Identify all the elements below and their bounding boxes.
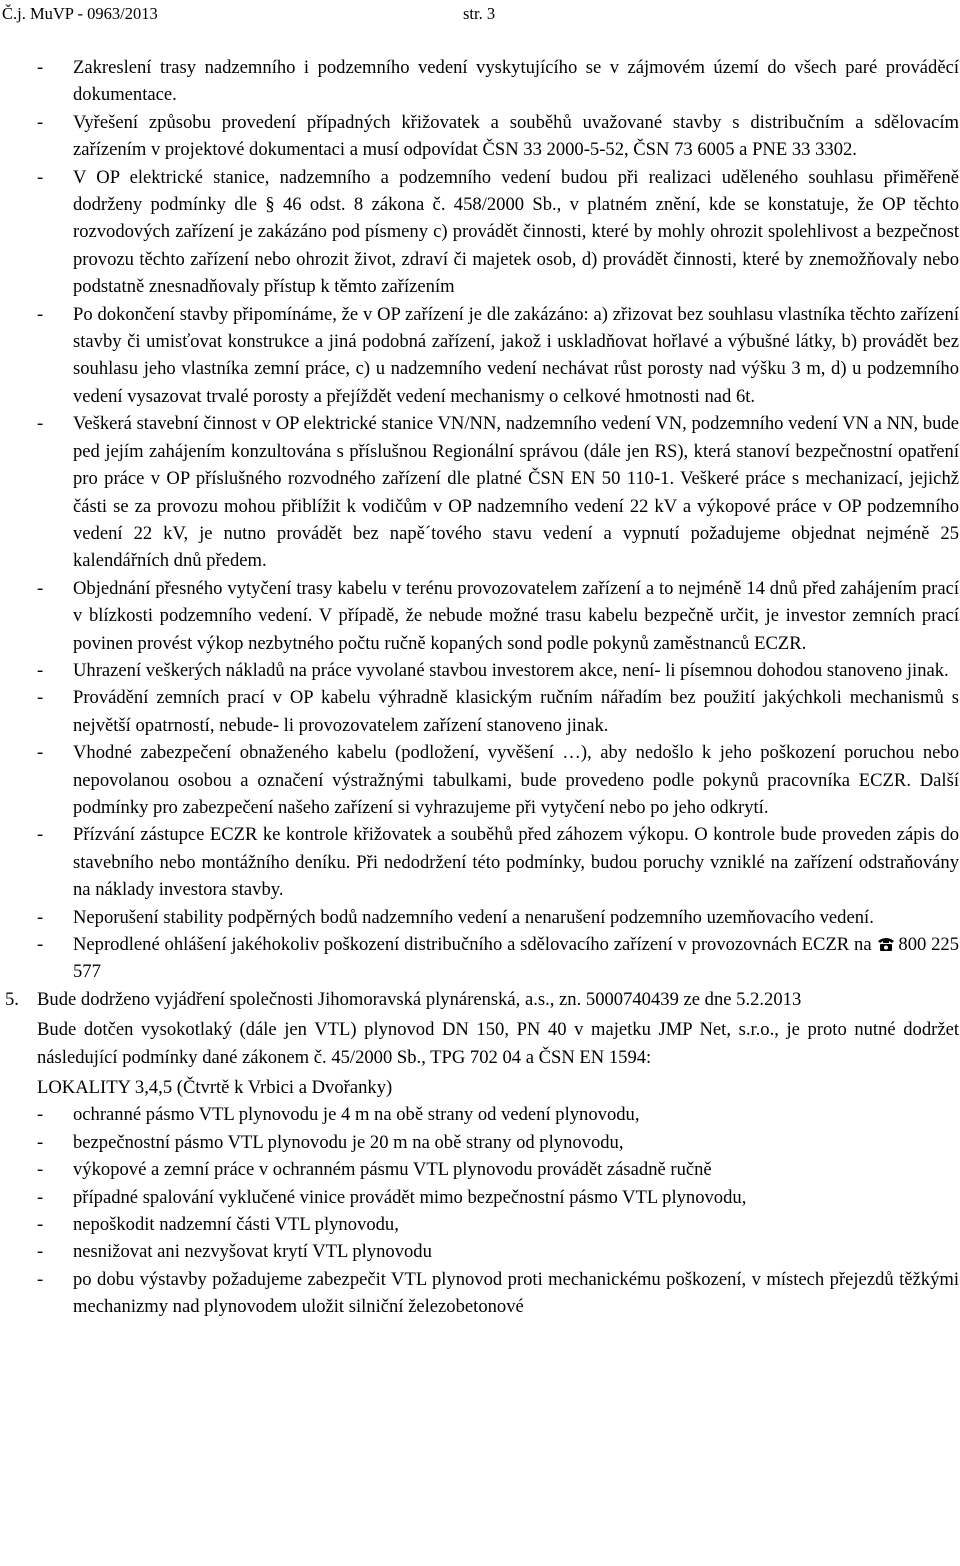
list-item-text: V OP elektrické stanice, nadzemního a podzemního vedení budou při realizaci uděleného souhlasu přiměřeně dodrženy podmínky dle § 46 odst. 8 zákona č. 458/2000 Sb., v platném znění, kde se konstatuje, že OP těchto rozvodových zařízení je zakázáno pod písmeny c) provádět činnosti, které by mohly ohrozit spolehlivost a bezpečnost provozu těchto zařízení nebo ohrozit život, zdraví či majetek osob, d) provádět činnosti, které by znemožňovaly nebo podstatně znesnadňovaly přístup k těmto zařízením xyxy=(73,166,959,298)
list-item-text: bezpečnostní pásmo VTL plynovodu je 20 m na obě strany od plynovodu, xyxy=(73,1131,624,1153)
list-item: - Přízvání zástupce ECZR ke kontrole křižovatek a souběhů před záhozem výkopu. O kontrole bude proveden zápis do stavebního nebo montážního deníku. Při nedodržení této podmínky, budou poruchy vzniklé na zařízení odstraňovány na náklady investora stavby. xyxy=(37,824,959,901)
list-item: - V OP elektrické stanice, nadzemního a podzemního vedení budou při realizaci uděleného souhlasu přiměřeně dodrženy podmínky dle § 46 odst. 8 zákona č. 458/2000 Sb., v platném znění, kde se konstatuje, že OP těchto rozvodových zařízení je zakázáno pod písmeny c) provádět činnosti, které by mohly ohrozit spolehlivost a bezpečnost provozu těchto zařízení nebo ohrozit život, zdraví či majetek osob, d) provádět činnosti, které by znemožňovaly nebo podstatně znesnadňovaly přístup k těmto zařízením xyxy=(37,166,959,298)
list-item-text: Uhrazení veškerých nákladů na práce vyvolané stavbou investorem akce, není- li písemnou dohodou stanoveno jinak. xyxy=(73,659,949,681)
list-item: - případné spalování vyklučené vinice provádět mimo bezpečnostní pásmo VTL plynovodu, xyxy=(37,1186,747,1208)
list-item-text: nepoškodit nadzemní části VTL plynovodu, xyxy=(73,1214,399,1236)
list-item-text: Přízvání zástupce ECZR ke kontrole křižovatek a souběhů před záhozem výkopu. O kontrole bude proveden zápis do stavebního nebo montážního deníku. Při nedodržení této podmínky, budou poruchy vzniklé na zařízení odstraňovány na náklady investora stavby. xyxy=(73,824,959,901)
phone-number: 800 225 577 xyxy=(73,934,960,983)
list-item-text: Po dokončení stavby připomínáme, že v OP zařízení je dle zakázáno: a) zřizovat bez souhlasu vlastníka těchto zařízení stavby či umisťovat konstrukce a jiná podobná zařízení, jakož i uskladňovat hořlavé a výbušné látky, b) provádět bez souhlasu jeho vlastníka zemní práce, c) u nadzemního vedení nechávat růst porosty nad výšku 3 m, d) u podzemního vedení vysazovat trvalé porosty a přejíždět vedení mechanismy o celkové hmotnosti nad 6t. xyxy=(73,303,959,407)
list-item: - Vyřešení způsobu provedení případných křižovatek a souběhů uvažované stavby s distribučním a sdělovacím zařízením v projektové dokumentaci a musí odpovídat ČSN 33 2000-5-52, ČSN 73 6005 a PNE 33 3302. xyxy=(37,111,959,161)
numbered-item xyxy=(5,986,959,1013)
list-item: - Neprodlené ohlášení jakéhokoliv poškození distribučního a sdělovacího zařízení v provozovnách ECZR na 800 225 577 xyxy=(37,934,960,983)
list-item-text: Provádění zemních prací v OP kabelu výhradně klasickým ručním nářadím bez použití jakýchkoli mechanismů s největší opatrností, nebude- li provozovatelem zařízení stanoveno jinak. xyxy=(73,687,959,736)
list-item: - bezpečnostní pásmo VTL plynovodu je 20 m na obě strany od plynovodu, xyxy=(37,1131,624,1153)
list-item: - po dobu výstavby požadujeme zabezpečit VTL plynovod proti mechanickému poškození, v místech přejezdů těžkými mechanizmy nad plynovodem uložit silniční železobetonové xyxy=(37,1268,959,1318)
list-item: - výkopové a zemní práce v ochranném pásmu VTL plynovodu provádět zásadně ručně xyxy=(37,1159,712,1181)
phone-icon xyxy=(876,933,896,949)
list-item: - Objednání přesného vytyčení trasy kabelu v terénu provozovatelem zařízení a to nejméně 14 dnů před zahájením prací v blízkosti podzemního vedení. V případě, že nebude možné trasu kabelu bezpečně určit, je investor zemních prací povinen provést výkop nezbytného počtu ručně kopaných sond podle pokynů zaměstnanců ECZR. xyxy=(37,577,959,654)
item-number: 5. xyxy=(5,988,19,1010)
list-item-text: Neporušení stability podpěrných bodů nadzemního vedení a nenarušení podzemního uzemňovacího vedení. xyxy=(73,906,874,928)
list-item: - nepoškodit nadzemní části VTL plynovodu, xyxy=(37,1214,399,1236)
list-item-text: Zakreslení trasy nadzemního i podzemního vedení vyskytujícího se v zájmovém území do všech paré prováděcí dokumentace. xyxy=(73,57,959,106)
paragraph: Bude dotčen vysokotlaký (dále jen VTL) plynovod DN 150, PN 40 v majetku JMP Net, s.r.o., je proto nutné dodržet následující podmínky dané zákonem č. 45/2000 Sb., TPG 702 04 a ČSN EN 1594: xyxy=(37,1019,959,1068)
page-number: str. 3 xyxy=(463,4,496,23)
list-item: - Provádění zemních prací v OP kabelu výhradně klasickým ručním nářadím bez použití jakýchkoli mechanismů s největší opatrností, nebude- li provozovatelem zařízení stanoveno jinak. xyxy=(37,687,959,736)
numbered-item-text: Bude dodrženo vyjádření společnosti Jihomoravská plynárenská, a.s., zn. 5000740439 ze dne 5.2.2013 xyxy=(37,988,802,1010)
list-item-text: případné spalování vyklučené vinice provádět mimo bezpečnostní pásmo VTL plynovodu, xyxy=(73,1186,747,1208)
list-item-text: nesnižovat ani nezvyšovat krytí VTL plynovodu xyxy=(73,1241,432,1263)
list-item-text: Vhodné zabezpečení obnaženého kabelu (podložení, vyvěšení …), aby nedošlo k jeho poškození poruchou nebo nepovolanou osobou a označení výstražnými tabulkami, bude provedeno podle pokynů pracovníka ECZR. Další podmínky pro zabezpečení našeho zařízení si vyhrazujeme při vytyčení nebo po jeho odkrytí. xyxy=(73,742,959,818)
page-header xyxy=(0,2,960,26)
list-item: - Po dokončení stavby připomínáme, že v OP zařízení je dle zakázáno: a) zřizovat bez souhlasu vlastníka těchto zařízení stavby či umisťovat konstrukce a jiná podobná zařízení, jakož i uskladňovat hořlavé a výbušné látky, b) provádět bez souhlasu jeho vlastníka zemní práce, c) u nadzemního vedení nechávat růst porosty nad výšku 3 m, d) u podzemního vedení vysazovat trvalé porosty a přejíždět vedení mechanismy o celkové hmotnosti nad 6t. xyxy=(37,303,959,407)
section-heading: LOKALITY 3,4,5 (Čtvrtě k Vrbici a Dvořanky) xyxy=(37,1077,393,1099)
list-item-text: Neprodlené ohlášení jakéhokoliv poškození distribučního a sdělovacího zařízení v provozovnách ECZR na xyxy=(73,934,872,955)
list-item: - nesnižovat ani nezvyšovat krytí VTL plynovodu xyxy=(37,1241,432,1263)
list-item-text: ochranné pásmo VTL plynovodu je 4 m na obě strany od vedení plynovodu, xyxy=(73,1104,640,1126)
list-item: - ochranné pásmo VTL plynovodu je 4 m na obě strany od vedení plynovodu, xyxy=(37,1104,640,1126)
list-item-text: výkopové a zemní práce v ochranném pásmu VTL plynovodu provádět zásadně ručně xyxy=(73,1159,712,1181)
document-body xyxy=(5,54,960,1321)
list-item: - Uhrazení veškerých nákladů na práce vyvolané stavbou investorem akce, není- li písemnou dohodou stanoveno jinak. xyxy=(37,659,949,681)
list-item: - Veškerá stavební činnost v OP elektrické stanice VN/NN, nadzemního vedení VN, podzemního vedení VN a NN, bude ped jejím zahájením konzultována s příslušnou Regionální správou (dále jen RS), která stanoví bezpečnostní opatření pro práce v OP příslušného rozvodného zařízení dle platné ČSN EN 50 110-1. Veškeré práce s mechanizací, jejichž části se za provozu mohou přiblížit k vodičům v OP nadzemního vedení 22 kV a výkopové práce v OP podzemního vedení 22 kV, je nutno provádět bez napě´tového stavu vedení a vypnutí požadujeme objednat nejméně 25 kalendářních dnů předem. xyxy=(37,413,959,572)
list-item: - Neporušení stability podpěrných bodů nadzemního vedení a nenarušení podzemního uzemňovacího vedení. xyxy=(37,906,874,928)
document-reference: Č.j. MuVP - 0963/2013 xyxy=(2,4,158,23)
list-item-text: po dobu výstavby požadujeme zabezpečit VTL plynovod proti mechanickému poškození, v místech přejezdů těžkými mechanizmy nad plynovodem uložit silniční železobetonové xyxy=(73,1268,959,1318)
list-item: - Vhodné zabezpečení obnaženého kabelu (podložení, vyvěšení …), aby nedošlo k jeho poškození poruchou nebo nepovolanou osobou a označení výstražnými tabulkami, bude provedeno podle pokynů pracovníka ECZR. Další podmínky pro zabezpečení našeho zařízení si vyhrazujeme při vytyčení nebo po jeho odkrytí. xyxy=(37,742,959,818)
list-item-text: Vyřešení způsobu provedení případných křižovatek a souběhů uvažované stavby s distribučním a sdělovacím zařízením v projektové dokumentaci a musí odpovídat ČSN 33 2000-5-52, ČSN 73 6005 a PNE 33 3302. xyxy=(73,111,959,161)
list-item: - Zakreslení trasy nadzemního i podzemního vedení vyskytujícího se v zájmovém území do všech paré prováděcí dokumentace. xyxy=(37,57,959,106)
list-item-text: Objednání přesného vytyčení trasy kabelu v terénu provozovatelem zařízení a to nejméně 14 dnů před zahájením prací v blízkosti podzemního vedení. V případě, že nebude možné trasu kabelu bezpečně určit, je investor zemních prací povinen provést výkop nezbytného počtu ručně kopaných sond podle pokynů zaměstnanců ECZR. xyxy=(73,577,959,654)
list-item-text: Veškerá stavební činnost v OP elektrické stanice VN/NN, nadzemního vedení VN, podzemního vedení VN a NN, bude ped jejím zahájením konzultována s příslušnou Regionální správou (dále jen RS), která stanoví bezpečnostní opatření pro práce v OP příslušného rozvodného zařízení dle platné ČSN EN 50 110-1. Veškeré práce s mechanizací, jejichž části se za provozu mohou přiblížit k vodičům v OP nadzemního vedení 22 kV a výkopové práce v OP podzemního vedení 22 kV, je nutno provádět bez napě´tového stavu vedení a vypnutí požadujeme objednat nejméně 25 kalendářních dnů předem. xyxy=(73,413,959,572)
